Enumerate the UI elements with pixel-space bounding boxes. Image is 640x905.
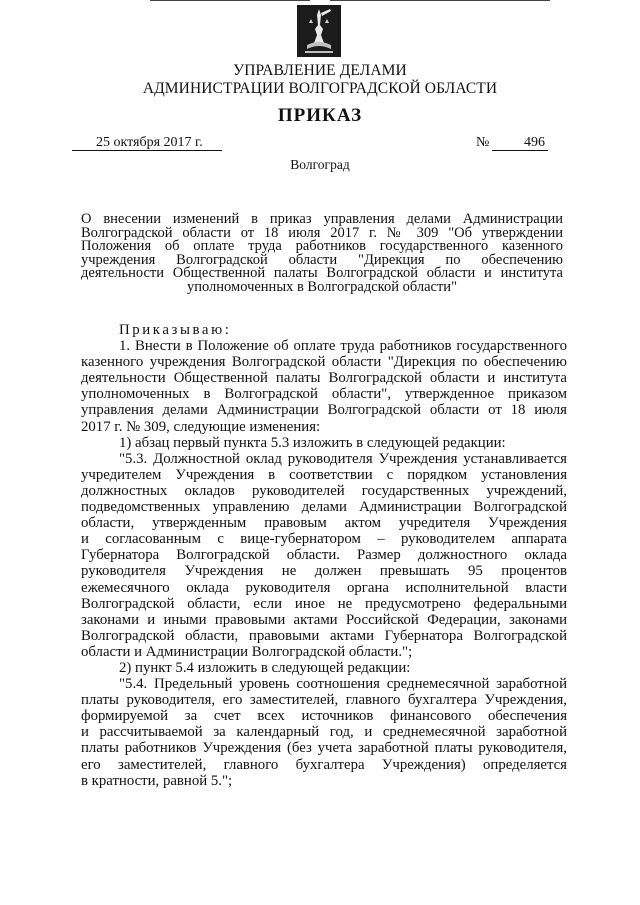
body-line: учредителем Учреждения в соответствии с порядком установления: [81, 466, 567, 483]
body-line: области, утвержденным правовым актом учредителя Учреждения: [81, 515, 567, 532]
body-line: платы руководителя, его заместителей, главного бухгалтера Учреждения,: [81, 692, 567, 709]
top-border-line-left: [150, 0, 310, 1]
body-line: 1) абзац первый пункта 5.3 изложить в следующей редакции:: [119, 434, 506, 451]
body-line: ежемесячного оклада руководителя органа исполнительной власти: [81, 579, 567, 596]
subject-line: деятельности Общественной палаты Волгоградской области и института: [81, 265, 563, 281]
document-title: ПРИКАЗ: [277, 105, 363, 126]
subject-line: Положения об оплате труда работников государственного казенного: [81, 238, 563, 254]
document-city: Волгоград: [290, 157, 350, 172]
body-line: платы работников Учреждения (без учета заработной платы руководителя,: [81, 740, 567, 757]
body-line: 2) пункт 5.4 изложить в следующей редакции:: [119, 659, 411, 676]
body-line: деятельности Общественной палаты Волгоградской области и института: [81, 370, 567, 387]
header-line-2: АДМИНИСТРАЦИИ ВОЛГОГРАДСКОЙ ОБЛАСТИ: [142, 80, 498, 97]
header-line-1: УПРАВЛЕНИЕ ДЕЛАМИ: [233, 62, 407, 79]
document-subject: [81, 213, 563, 294]
body-line: Губернатора Волгоградской области. Размер должностного оклада: [81, 547, 567, 564]
body-line: управления делами Администрации Волгоградской области от 18 июля: [81, 402, 567, 419]
body-line: руководителя Учреждения не должен превышать 95 процентов: [81, 563, 567, 580]
subject-line: О внесении изменений в приказ управления делами Администрации: [81, 211, 563, 227]
body-line: в кратности, равной 5.";: [81, 772, 233, 789]
body-line: Волгоградской области, если иное не предусмотрено федеральными: [81, 595, 567, 612]
body-line: 2017 г. № 309, следующие изменения:: [81, 418, 321, 435]
subject-line: Волгоградской области от 18 июля 2017 г. № 309 "Об утверждении: [81, 224, 563, 241]
body-line: должностных окладов руководителей государственных учреждений,: [81, 482, 567, 499]
order-word: Приказываю:: [119, 322, 232, 338]
body-line: и рассчитываемой за календарный год, и среднемесячной заработной: [81, 724, 567, 741]
number-underline: [492, 150, 548, 151]
body-line: и согласованным с вице-губернатором – руководителем аппарата: [81, 531, 567, 548]
subject-line: уполномоченных в Волгоградской области": [186, 278, 457, 295]
body-line: законами и иными правовыми актами Российской Федерации, законами: [81, 611, 567, 628]
body-line: "5.3. Должностной оклад руководителя Учреждения устанавливается: [119, 450, 567, 467]
document-number: 496: [524, 135, 545, 150]
top-border-line-right: [330, 0, 550, 1]
body-line: подведомственных управлению делами Администрации Волгоградской: [81, 499, 567, 516]
volgograd-coat-of-arms-icon: [297, 5, 341, 57]
subject-line: учреждения Волгоградской области "Дирекция по обеспечению: [81, 251, 563, 268]
body-line: "5.4. Предельный уровень соотношения среднемесячной заработной: [119, 676, 567, 693]
body-line: казенного учреждения Волгоградской области "Дирекция по обеспечению: [81, 354, 567, 371]
body-line: 1. Внести в Положение об оплате труда работников государственного: [119, 338, 567, 355]
body-line: области и Администрации Волгоградской области.";: [81, 643, 413, 660]
body-line: формируемой за счет всех источников финансового обеспечения: [81, 708, 567, 725]
number-label: №: [476, 135, 490, 150]
document-date: 25 октября 2017 г.: [96, 135, 203, 150]
date-underline: [72, 150, 222, 151]
body-line: уполномоченных в Волгоградской области", утвержденное приказом: [81, 386, 567, 403]
body-line: Волгоградской области, правовыми актами Губернатора Волгоградской: [81, 627, 567, 644]
body-line: его заместителей, главного бухгалтера Учреждения) определяется: [81, 756, 567, 773]
document-body: [81, 322, 567, 789]
